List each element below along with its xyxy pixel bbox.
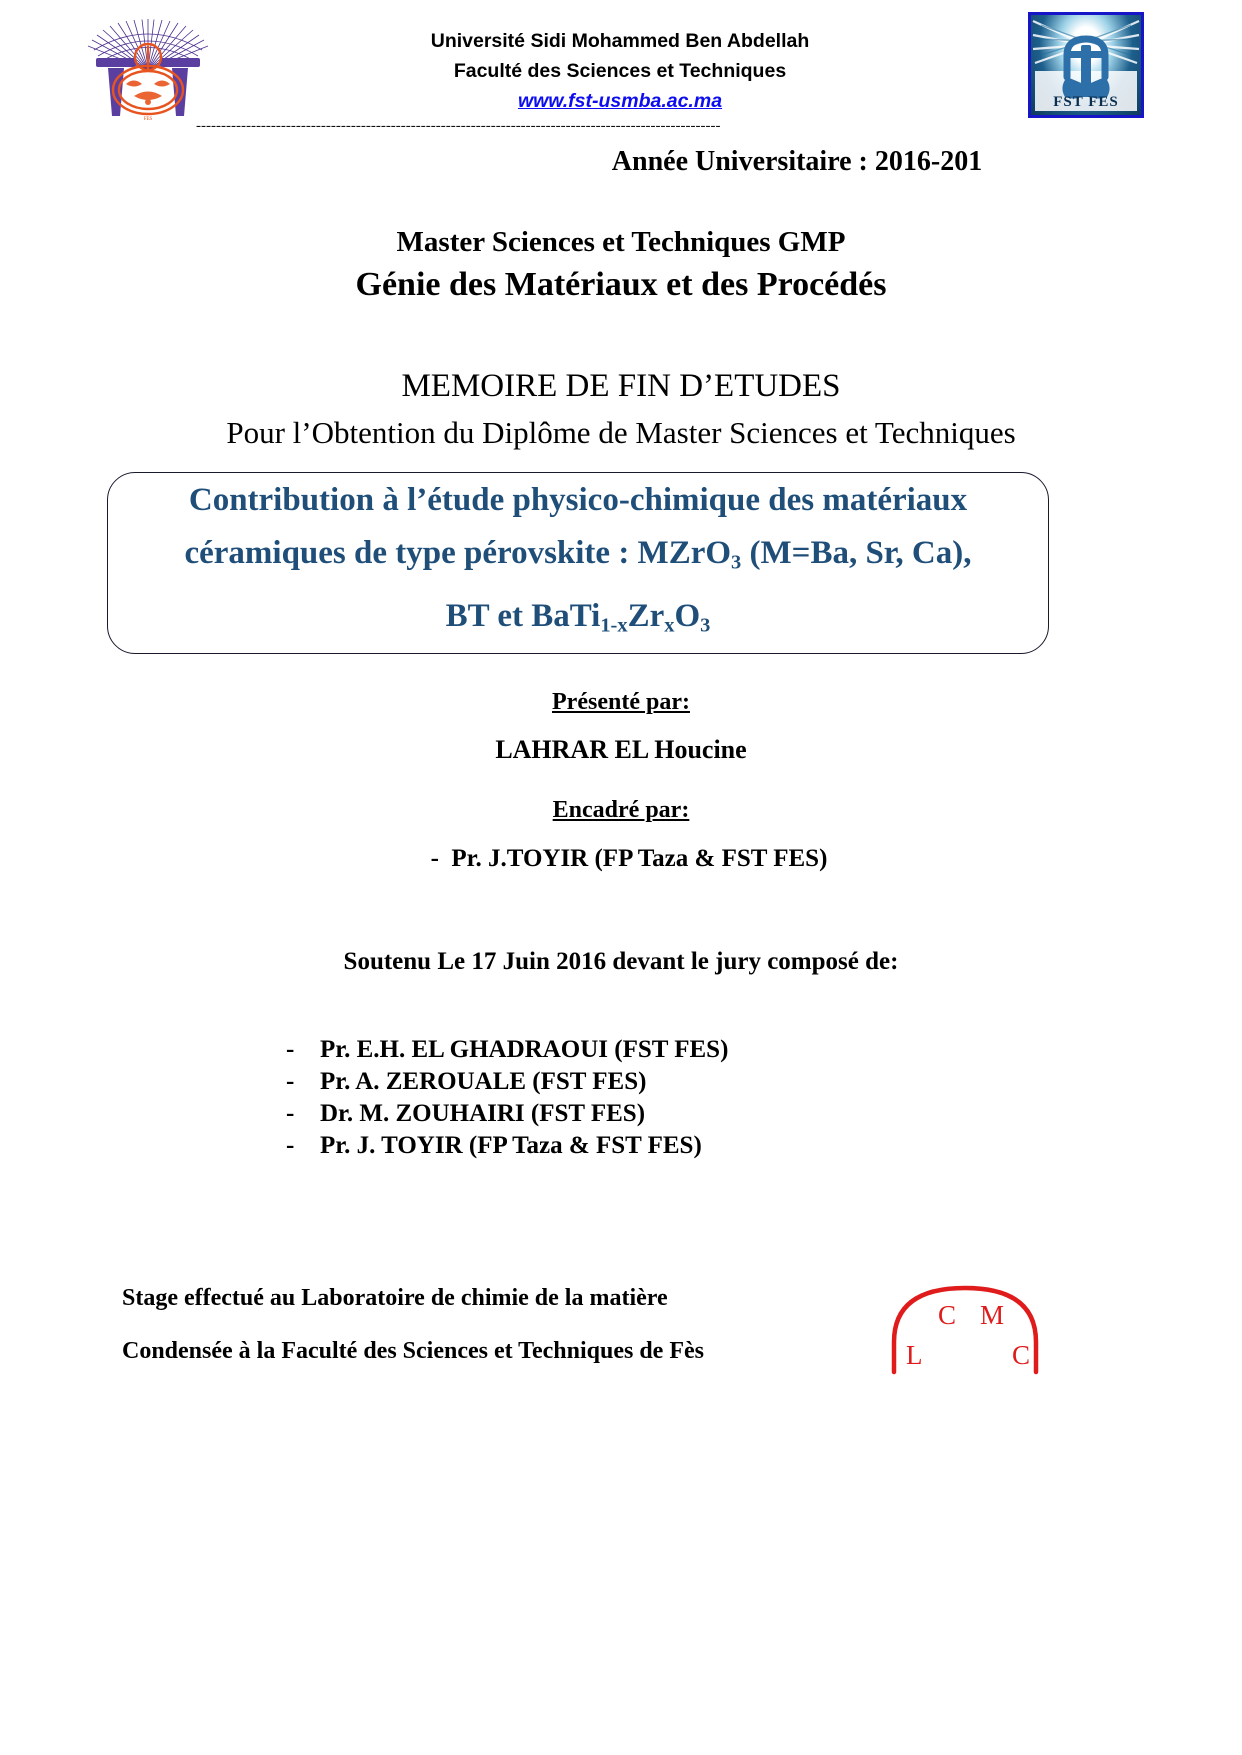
- header-divider: ---------------------------------------------------------------------------------------------------------: [196, 118, 721, 134]
- faculty-website-link[interactable]: www.fst-usmba.ac.ma: [517, 90, 723, 112]
- supervisor-item: [0, 830, 1242, 888]
- supervisor-name: Pr. J.TOYIR (FP Taza & FST FES): [451, 845, 828, 872]
- jury-dash: -: [286, 1068, 295, 1095]
- lcmc-letter-c2: C: [1012, 1340, 1031, 1370]
- lcmc-letter-l: L: [906, 1340, 923, 1370]
- thesis-title-line-3: [446, 590, 711, 653]
- memoire-subheading: Pour l’Obtention du Diplôme de Master Sciences et Techniques: [226, 415, 1016, 450]
- university-name: Université Sidi Mohammed Ben Abdellah: [430, 30, 810, 52]
- thesis-title-line-2: [184, 527, 971, 590]
- academic-year: Année Universitaire : 2016-201: [611, 146, 983, 177]
- presented-by-block: [0, 682, 1242, 778]
- supervised-by-block: [0, 790, 1242, 888]
- program-master-label: Master Sciences et Techniques GMP: [396, 226, 846, 258]
- program-specialty-label: Génie des Matériaux et des Procédés: [355, 266, 887, 303]
- jury-member-name: Pr. E.H. EL GHADRAOUI (FST FES): [320, 1036, 729, 1063]
- thesis-title-line-2-pre: céramiques de type pérovskite : MZrO: [184, 534, 732, 571]
- thesis-title-line-2-post: (M=Ba, Sr, Ca),: [741, 534, 972, 571]
- thesis-title-line-3-subscript-2: x: [664, 614, 675, 637]
- jury-dash: -: [286, 1132, 295, 1159]
- jury-member-row: [286, 1131, 986, 1161]
- fst-fes-logo-label: FST FES: [1053, 94, 1119, 110]
- thesis-title-line-3-post: O: [674, 597, 701, 634]
- thesis-title-line-2-subscript: 3: [731, 551, 742, 574]
- svg-text:FES: FES: [143, 117, 153, 122]
- internship-note-line-2: Condensée à la Faculté des Sciences et Techniques de Fès: [122, 1338, 704, 1364]
- jury-list: [286, 1035, 986, 1163]
- memoire-heading: MEMOIRE DE FIN D’ETUDES: [401, 368, 841, 404]
- jury-member-name: Pr. J. TOYIR (FP Taza & FST FES): [320, 1132, 702, 1159]
- fst-fes-logo-icon: [1028, 12, 1144, 118]
- thesis-title-line-3-subscript-3: 3: [700, 614, 711, 637]
- thesis-title-box: [107, 472, 1049, 654]
- lcmc-letter-c1: C: [938, 1300, 957, 1330]
- jury-dash: -: [286, 1100, 295, 1127]
- program-block: [0, 222, 1242, 308]
- jury-member-row: [286, 1035, 986, 1065]
- internship-note: [122, 1272, 842, 1378]
- jury-member-name: Pr. A. ZEROUALE (FST FES): [320, 1068, 647, 1095]
- lcmc-letter-m: M: [980, 1300, 1005, 1330]
- student-name: LAHRAR EL Houcine: [495, 735, 747, 764]
- defense-date-line: Soutenu Le 17 Juin 2016 devant le jury composé de:: [343, 948, 899, 975]
- thesis-title-line-1: Contribution à l’étude physico-chimique des matériaux: [188, 481, 968, 518]
- jury-dash: -: [286, 1036, 295, 1063]
- jury-member-row: [286, 1067, 986, 1097]
- thesis-title-line-3-pre: BT et BaTi: [445, 597, 601, 634]
- page-header: [0, 0, 1242, 135]
- supervisor-dash: -: [430, 845, 439, 872]
- jury-member-name: Dr. M. ZOUHAIRI (FST FES): [320, 1100, 646, 1127]
- usmba-university-seal-icon: [68, 12, 228, 127]
- supervised-by-label: Encadré par:: [552, 797, 690, 823]
- memoire-block: [0, 362, 1242, 456]
- jury-member-row: [286, 1099, 986, 1129]
- header-institution-block: [240, 26, 1000, 116]
- lcmc-lab-logo-icon: [880, 1272, 1050, 1382]
- thesis-title-line-3-mid: Zr: [627, 597, 665, 634]
- internship-note-line-1: Stage effectué au Laboratoire de chimie de la matière: [122, 1285, 668, 1311]
- thesis-title-line-3-subscript-1: 1-x: [600, 614, 628, 637]
- presented-by-label: Présenté par:: [552, 689, 690, 715]
- faculty-name: Faculté des Sciences et Techniques: [453, 60, 787, 82]
